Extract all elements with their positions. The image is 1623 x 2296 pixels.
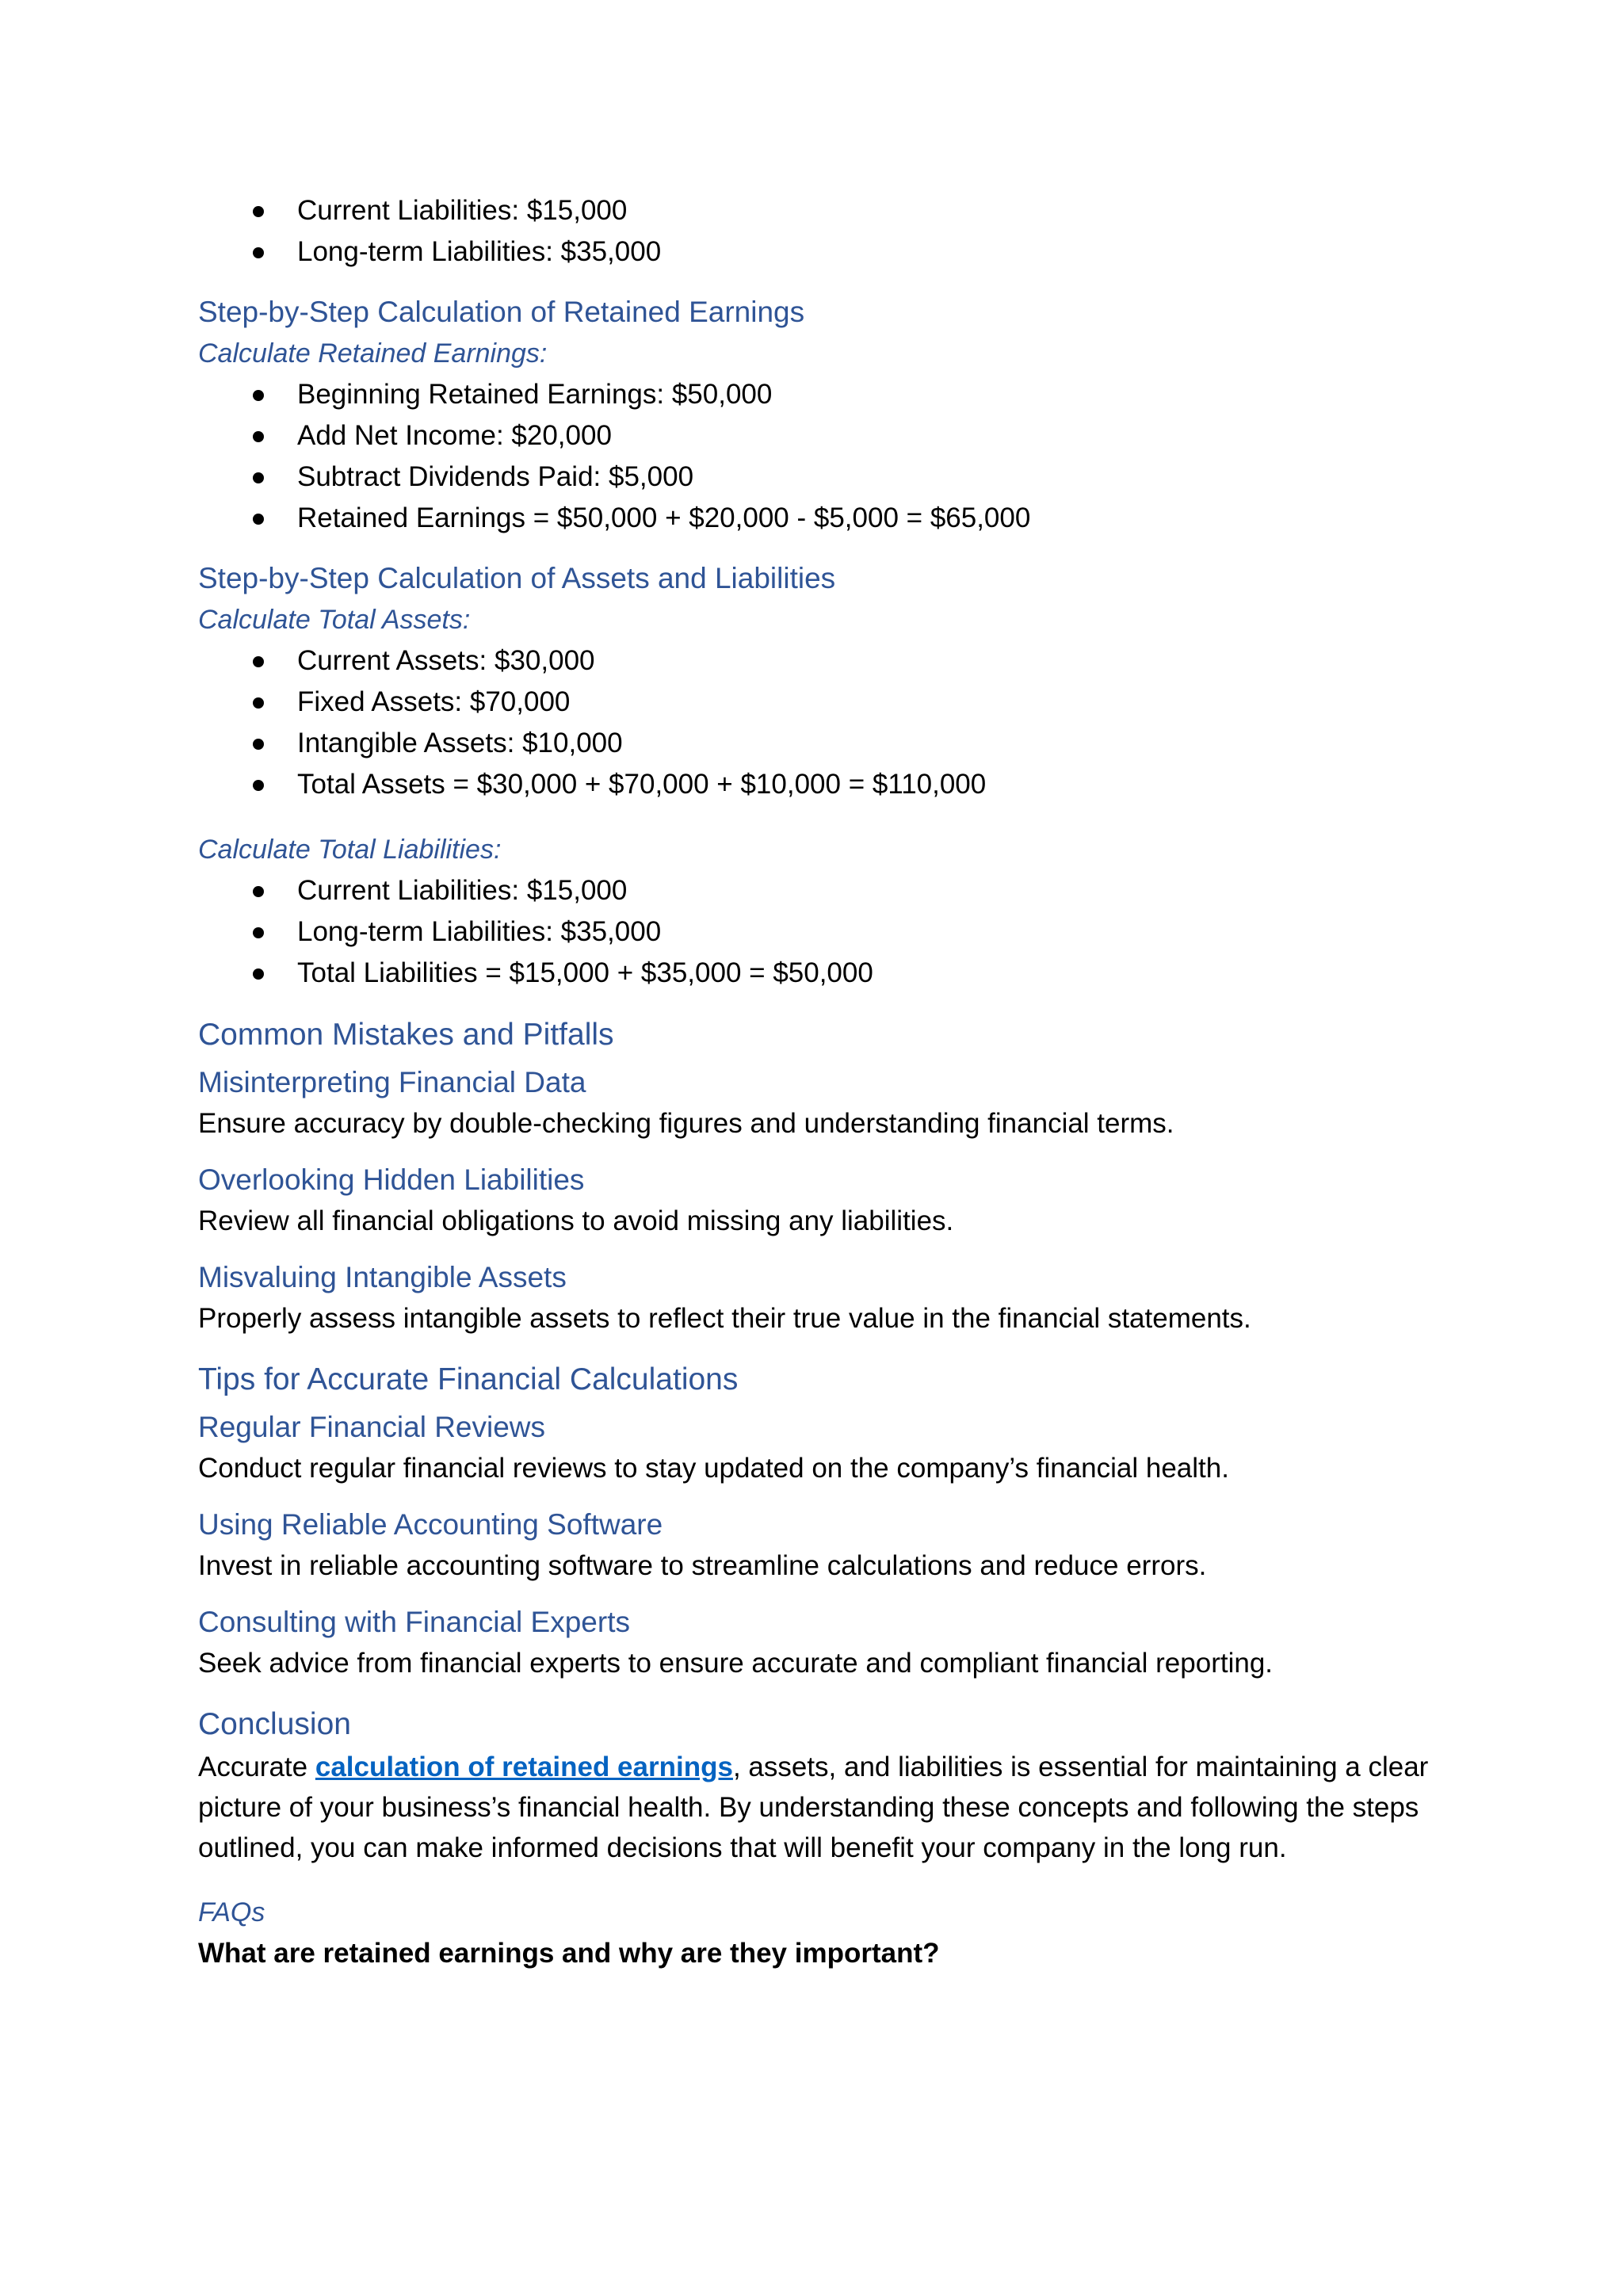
list-item: Subtract Dividends Paid: $5,000 [198,457,1434,498]
list-item: Total Assets = $30,000 + $70,000 + $10,000 = $110,000 [198,764,1434,805]
bullet-icon [253,247,264,258]
faq-question: What are retained earnings and why are they important? [198,1938,940,1969]
mistakes-heading: Common Mistakes and Pitfalls [198,1018,614,1052]
list-item: Current Liabilities: $15,000 [198,190,1434,231]
retained-earnings-heading: Step-by-Step Calculation of Retained Earnings [198,296,805,328]
bullet-icon [253,739,264,750]
tip-text: Conduct regular financial reviews to stay updated on the company’s financial health. [198,1453,1229,1484]
bullet-icon [253,390,264,401]
conclusion-paragraph: Accurate calculation of retained earnings, assets, and liabilities is essential for maintaining a clear picture of your business’s financial health. By understanding these concepts and following the steps outlined, you can make informed decisions that will benefit your company in the long run. [198,1752,1429,1863]
bullet-icon [253,968,264,980]
retained-earnings-link[interactable]: calculation of retained earnings [315,1752,733,1782]
assets-liabilities-heading: Step-by-Step Calculation of Assets and Liabilities [198,562,836,594]
retained-earnings-list [198,374,1434,539]
bullet-icon [253,697,264,709]
total-liabilities-list [198,870,1434,994]
mistake-title: Misvaluing Intangible Assets [198,1261,567,1293]
bullet-icon [253,656,264,667]
bullet-icon [253,927,264,938]
tip-title: Regular Financial Reviews [198,1411,546,1443]
list-item: Long-term Liabilities: $35,000 [198,231,1434,273]
tip-title: Consulting with Financial Experts [198,1606,630,1638]
bullet-icon [253,431,264,442]
list-item: Retained Earnings = $50,000 + $20,000 - $5,000 = $65,000 [198,498,1434,539]
tips-heading: Tips for Accurate Financial Calculations [198,1362,739,1396]
mistake-title: Misinterpreting Financial Data [198,1066,586,1098]
list-item: Long-term Liabilities: $35,000 [198,911,1434,953]
list-item: Add Net Income: $20,000 [198,415,1434,457]
document-page [198,190,1434,1974]
mistake-text: Properly assess intangible assets to reflect their true value in the financial statements. [198,1303,1251,1334]
retained-earnings-subheading: Calculate Retained Earnings: [198,338,548,369]
mistake-text: Review all financial obligations to avoid missing any liabilities. [198,1205,954,1236]
bullet-icon [253,780,264,791]
top-liabilities-list [198,190,1434,273]
conclusion-heading: Conclusion [198,1707,351,1741]
mistake-text: Ensure accuracy by double-checking figures and understanding financial terms. [198,1108,1174,1139]
list-item: Current Assets: $30,000 [198,640,1434,682]
list-item: Fixed Assets: $70,000 [198,682,1434,723]
list-item: Intangible Assets: $10,000 [198,723,1434,764]
tip-title: Using Reliable Accounting Software [198,1508,663,1541]
faqs-heading: FAQs [198,1897,265,1927]
total-assets-list [198,640,1434,805]
bullet-icon [253,206,264,217]
tip-text: Invest in reliable accounting software to streamline calculations and reduce errors. [198,1550,1207,1581]
bullet-icon [253,472,264,483]
list-item: Current Liabilities: $15,000 [198,870,1434,911]
bullet-icon [253,886,264,897]
tip-text: Seek advice from financial experts to ensure accurate and compliant financial reporting. [198,1648,1274,1679]
total-liabilities-subheading: Calculate Total Liabilities: [198,835,502,865]
bullet-icon [253,514,264,525]
total-assets-subheading: Calculate Total Assets: [198,605,471,635]
list-item: Total Liabilities = $15,000 + $35,000 = $50,000 [198,953,1434,994]
list-item: Beginning Retained Earnings: $50,000 [198,374,1434,415]
mistake-title: Overlooking Hidden Liabilities [198,1163,585,1196]
